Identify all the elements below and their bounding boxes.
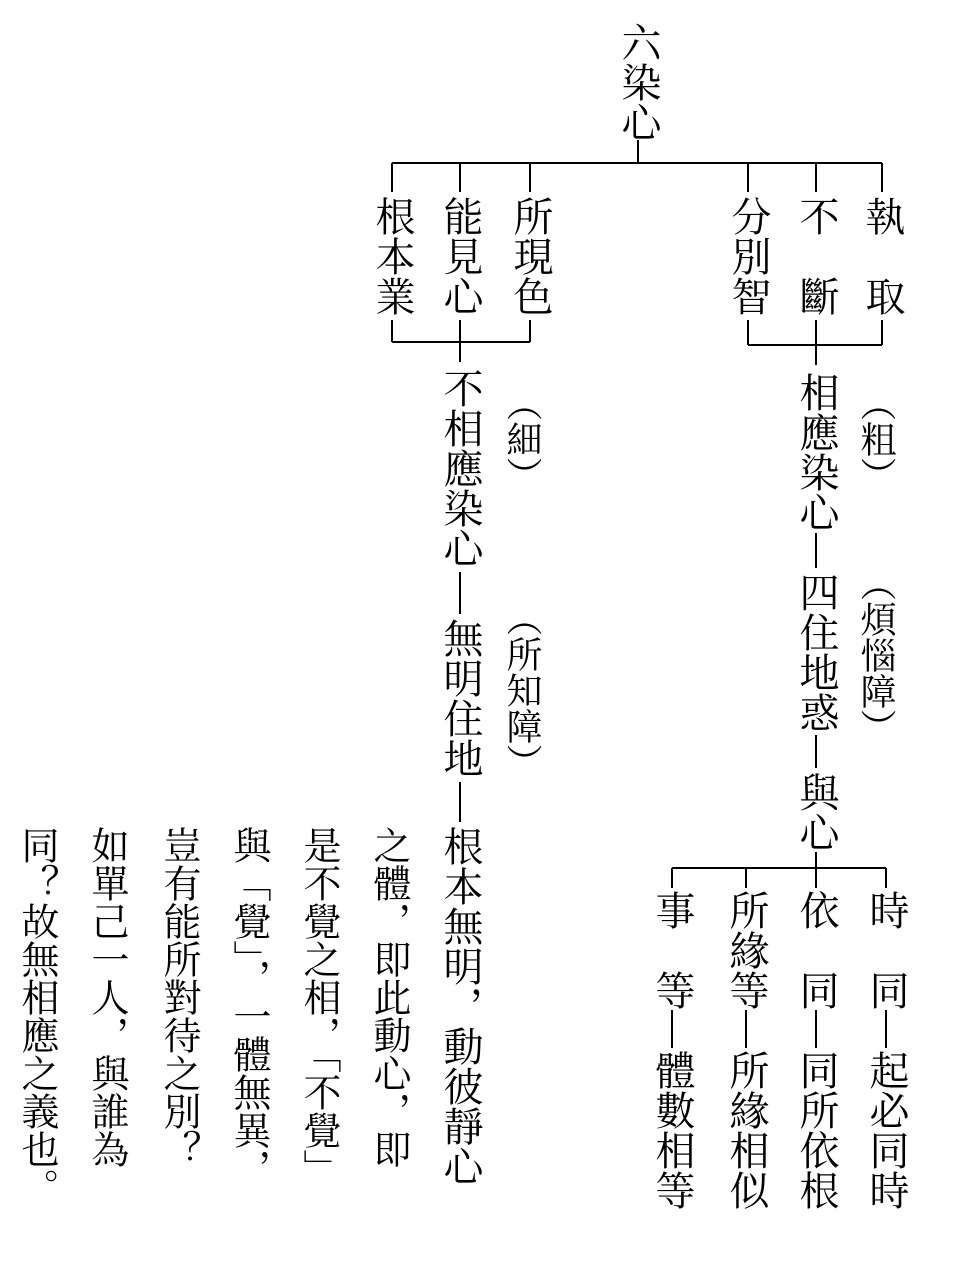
explanation-line-1: 之體，即此動心，即 <box>367 826 411 1168</box>
explanation-line-5: 如單己一人，與誰為 <box>85 826 129 1168</box>
branch-detail-1: 起必同時 <box>863 1050 909 1210</box>
right-item-1: 執 取 <box>859 196 905 316</box>
root-node: 六染心 <box>615 22 661 142</box>
branch-detail-3: 所緣相似 <box>723 1050 769 1210</box>
left-sub: 無明住地 <box>437 618 483 778</box>
left-title-note: （細） <box>501 385 542 493</box>
branch-head-4: 事 等 <box>649 890 695 1010</box>
branch-head-3: 所緣等 <box>723 890 769 1010</box>
left-sub-note: （所知障） <box>501 600 542 780</box>
right-title-note: （粗） <box>855 385 896 493</box>
left-item-2: 能見心 <box>437 196 483 316</box>
right-item-3: 分別智 <box>725 196 771 316</box>
branch-detail-4: 體數相等 <box>649 1050 695 1210</box>
explanation-line-4: 豈有能所對待之別？ <box>157 826 201 1168</box>
branch-head-2: 依 同 <box>793 890 839 1010</box>
right-item-2: 不 斷 <box>793 196 839 316</box>
left-item-3: 根本業 <box>369 196 415 316</box>
right-relation: 與心 <box>793 772 839 852</box>
branch-head-1: 時 同 <box>863 890 909 1010</box>
left-title: 不相應染心 <box>437 368 483 568</box>
explanation-line-6: 同？故無相應之義也。 <box>15 826 59 1206</box>
right-sub: 四住地惑 <box>793 572 839 732</box>
explanation-line-3: 與「覺」，一體無異， <box>227 826 271 1187</box>
left-result: 根本無明，動彼靜心 <box>437 826 483 1186</box>
right-title: 相應染心 <box>793 372 839 532</box>
branch-detail-2: 同所依根 <box>793 1050 839 1210</box>
explanation-line-2: 是不覺之相，「不覺」 <box>297 826 341 1187</box>
left-item-1: 所現色 <box>507 196 553 316</box>
right-sub-note: （煩惱障） <box>855 565 896 745</box>
